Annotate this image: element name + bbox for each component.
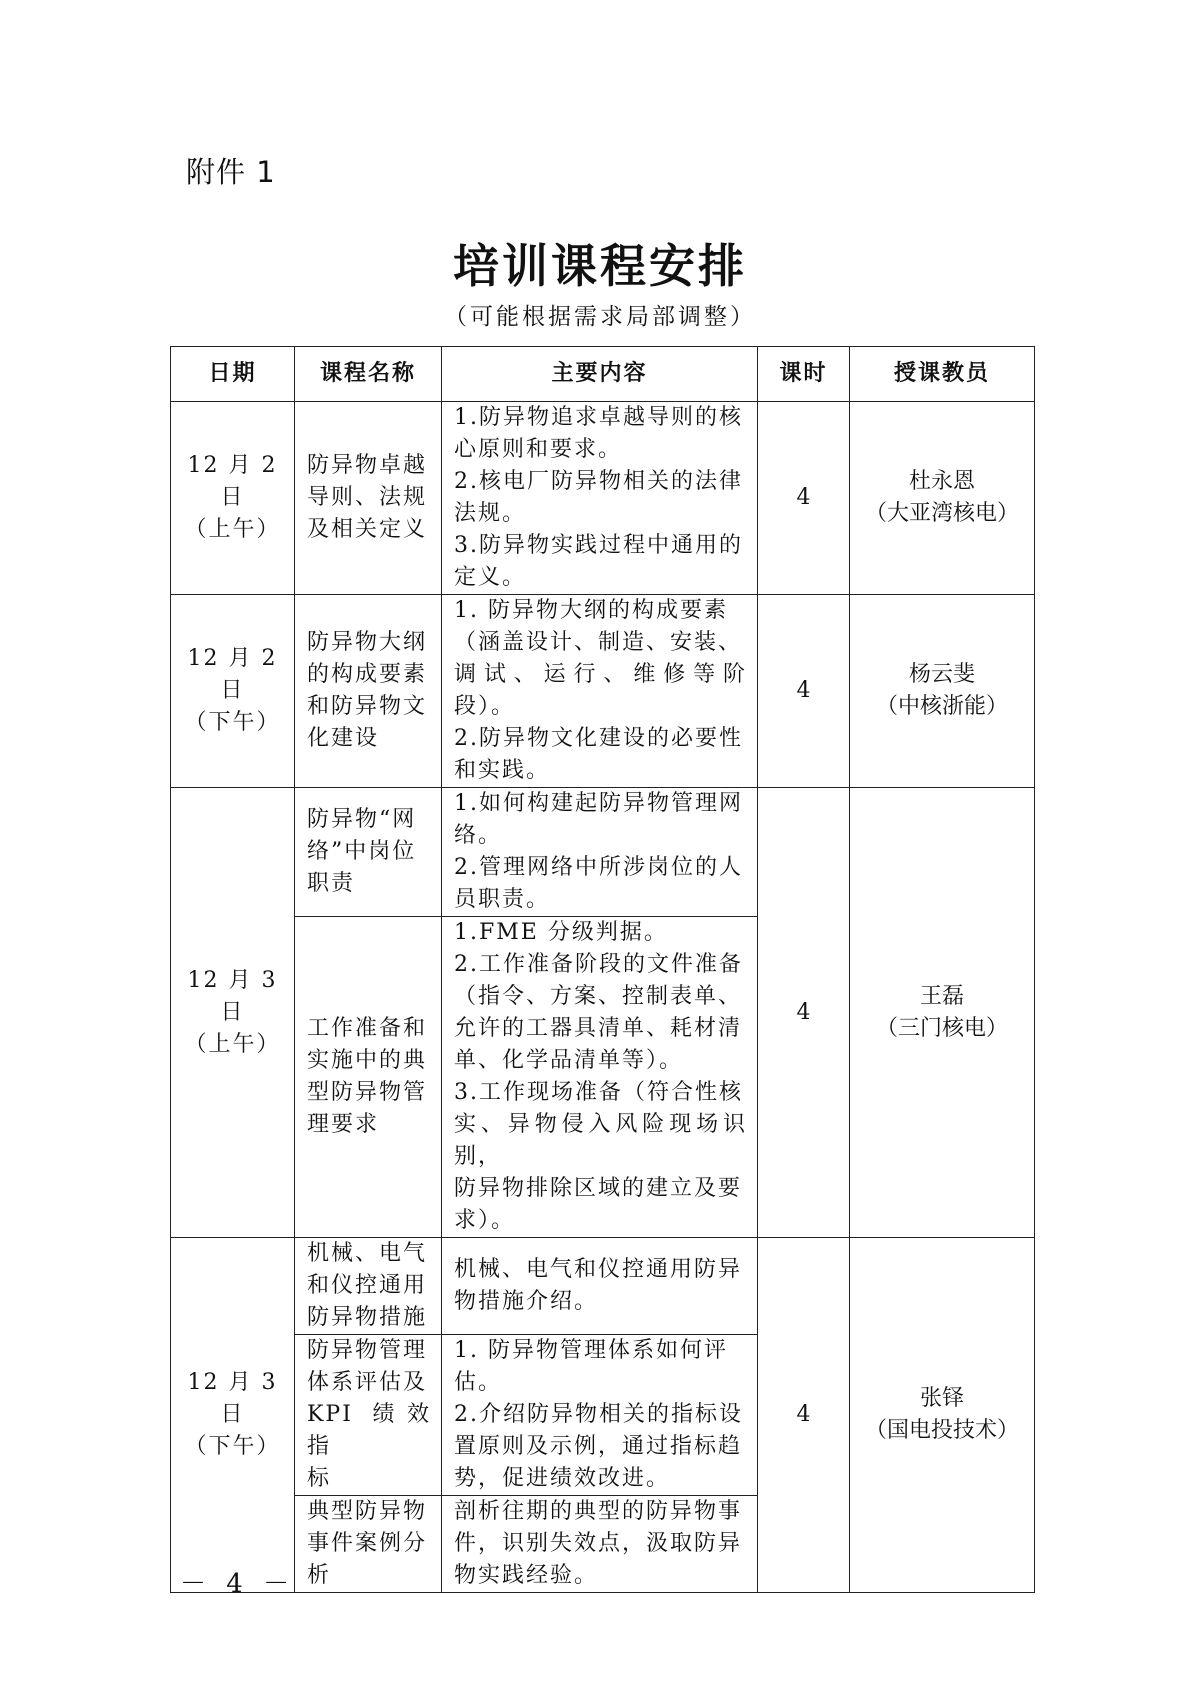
course-name-cell (295, 1238, 442, 1335)
course-name-line: 防异物“网 (307, 807, 417, 832)
course-name-line: 标 (307, 1466, 332, 1491)
course-name-line: KPI 绩效指 (307, 1402, 431, 1459)
course-name-line: 防异物大纲 (307, 630, 428, 655)
table-body (171, 402, 1035, 1593)
date-line: 12 月 3 日 (187, 967, 278, 1025)
course-name-line: 理要求 (307, 1112, 380, 1137)
instructor-cell (850, 1238, 1035, 1593)
course-name-line: 机械、电气 (307, 1241, 428, 1266)
main-content-line: 调试、运行、维修等阶段）。 (454, 662, 747, 719)
course-name-line: 防异物措施 (307, 1305, 428, 1330)
main-content-line: 置原则及示例，通过指标趋 (454, 1434, 743, 1459)
main-content-line: 允许的工器具清单、耗材清 (454, 1016, 743, 1041)
page-title: 培训课程安排 (453, 239, 747, 293)
table-header-row (171, 347, 1035, 402)
course-name-line: 防异物卓越 (307, 453, 428, 478)
main-content-cell (442, 595, 758, 788)
attachment-label: 附件 1 (186, 155, 276, 189)
instructor-line: （中核浙能） (875, 694, 1008, 719)
hours-cell: 4 (758, 595, 850, 788)
course-name-line: 工作准备和 (307, 1016, 428, 1041)
main-content-line: 1.如何构建起防异物管理网 (454, 791, 743, 816)
course-name-line: 和仪控通用 (307, 1273, 428, 1298)
course-name-line: 防异物管理 (307, 1338, 428, 1363)
course-name-line: 职责 (307, 871, 356, 896)
main-content-cell (442, 1496, 758, 1593)
main-content-line: （指令、方案、控制表单、 (454, 984, 743, 1009)
main-content-line: 3.工作现场准备（符合性核 (454, 1080, 743, 1105)
main-content-line: 物实践经验。 (454, 1563, 599, 1588)
main-content-line: 员职责。 (454, 887, 551, 912)
main-content-line: 2.核电厂防异物相关的法律 (454, 469, 743, 494)
instructor-cell (850, 595, 1035, 788)
hours-cell: 4 (758, 402, 850, 595)
main-content-line: 实、异物侵入风险现场识别， (454, 1112, 747, 1169)
main-content-line: 2.管理网络中所涉岗位的人 (454, 855, 743, 880)
main-content-line: 物措施介绍。 (454, 1289, 599, 1314)
course-name-line: 络”中岗位 (307, 839, 417, 864)
main-content-line: 求）。 (454, 1208, 516, 1233)
main-content-line: 剖析往期的典型的防异物事 (454, 1499, 743, 1524)
course-name-cell (295, 1335, 442, 1496)
main-content-line: 2.工作准备阶段的文件准备 (454, 952, 743, 977)
date-cell (171, 1238, 295, 1593)
table-row (171, 788, 1035, 917)
course-name-line: 典型防异物 (307, 1499, 428, 1524)
date-line: （下午） (184, 710, 281, 735)
table-row (171, 595, 1035, 788)
instructor-line: 王磊 (919, 983, 964, 1009)
course-name-line: 事件案例分 (307, 1531, 428, 1556)
column-header-course-name: 课程名称 (295, 347, 442, 402)
page-number: － 4 － (180, 1569, 296, 1599)
main-content-line: 2.防异物文化建设的必要性 (454, 726, 743, 751)
main-content-cell (442, 1335, 758, 1496)
column-header-hours: 课时 (758, 347, 850, 402)
main-content-line: 机械、电气和仪控通用防异 (454, 1257, 743, 1282)
date-line: 12 月 2 日 (187, 453, 278, 510)
instructor-line: 张铎 (919, 1386, 964, 1411)
main-content-line: 1.FME 分级判据。 (454, 920, 668, 945)
main-content-cell (442, 402, 758, 595)
hours-cell: 4 (758, 788, 850, 1238)
main-content-line: 单、化学品清单等）。 (454, 1048, 684, 1073)
page-subtitle: （可能根据需求局部调整） (444, 304, 756, 330)
course-name-line: 及相关定义 (307, 517, 428, 542)
course-name-cell (295, 917, 442, 1238)
course-name-line: 实施中的典 (307, 1048, 428, 1073)
main-content-line: 件，识别失效点，汲取防异 (454, 1531, 743, 1556)
column-header-instructor: 授课教员 (850, 347, 1035, 402)
instructor-line: 杨云斐 (908, 662, 975, 687)
main-content-line: 估。 (454, 1370, 503, 1395)
instructor-line: （三门核电） (875, 1015, 1008, 1041)
instructor-line: （国电投技术） (864, 1418, 1019, 1443)
main-content-line: 防异物排除区域的建立及要 (454, 1176, 743, 1201)
main-content-line: 络。 (454, 823, 503, 848)
date-line: （上午） (184, 1031, 281, 1057)
table-row (171, 1238, 1035, 1335)
main-content-line: 定义。 (454, 565, 527, 590)
column-header-date: 日期 (171, 347, 295, 402)
main-content-line: 法规。 (454, 501, 527, 526)
column-header-main-content: 主要内容 (442, 347, 758, 402)
date-cell (171, 788, 295, 1238)
course-name-cell (295, 788, 442, 917)
course-name-line: 和防异物文 (307, 694, 428, 719)
course-name-cell (295, 402, 442, 595)
hours-cell: 4 (758, 1238, 850, 1593)
main-content-cell (442, 1238, 758, 1335)
date-line: 12 月 3 日 (187, 1370, 278, 1427)
course-name-line: 体系评估及 (307, 1370, 428, 1395)
date-cell (171, 402, 295, 595)
main-content-line: 和实践。 (454, 758, 551, 783)
instructor-line: 杜永恩 (908, 469, 975, 494)
instructor-cell (850, 402, 1035, 595)
main-content-line: 1. 防异物大纲的构成要素 (454, 598, 728, 623)
date-line: 12 月 2 日 (187, 646, 278, 703)
course-name-line: 化建设 (307, 726, 380, 751)
date-cell (171, 595, 295, 788)
date-line: （下午） (184, 1434, 281, 1459)
course-name-line: 导则、法规 (307, 485, 428, 510)
main-content-cell (442, 917, 758, 1238)
main-content-line: 1. 防异物管理体系如何评 (454, 1338, 728, 1363)
main-content-line: （涵盖设计、制造、安装、 (454, 630, 743, 655)
main-content-line: 3.防异物实践过程中通用的 (454, 533, 743, 558)
main-content-line: 势，促进绩效改进。 (454, 1466, 671, 1491)
main-content-line: 1.防异物追求卓越导则的核 (454, 405, 743, 430)
course-name-line: 的构成要素 (307, 662, 428, 687)
main-content-line: 心原则和要求。 (454, 437, 623, 462)
date-line: （上午） (184, 517, 281, 542)
course-name-line: 析 (307, 1563, 332, 1588)
main-content-line: 2.介绍防异物相关的指标设 (454, 1402, 743, 1427)
instructor-cell (850, 788, 1035, 1238)
course-schedule-table (170, 346, 1035, 1593)
course-name-line: 型防异物管 (307, 1080, 428, 1105)
table-row (171, 402, 1035, 595)
instructor-line: （大亚湾核电） (864, 501, 1019, 526)
course-name-cell (295, 1496, 442, 1593)
course-name-cell (295, 595, 442, 788)
main-content-cell (442, 788, 758, 917)
